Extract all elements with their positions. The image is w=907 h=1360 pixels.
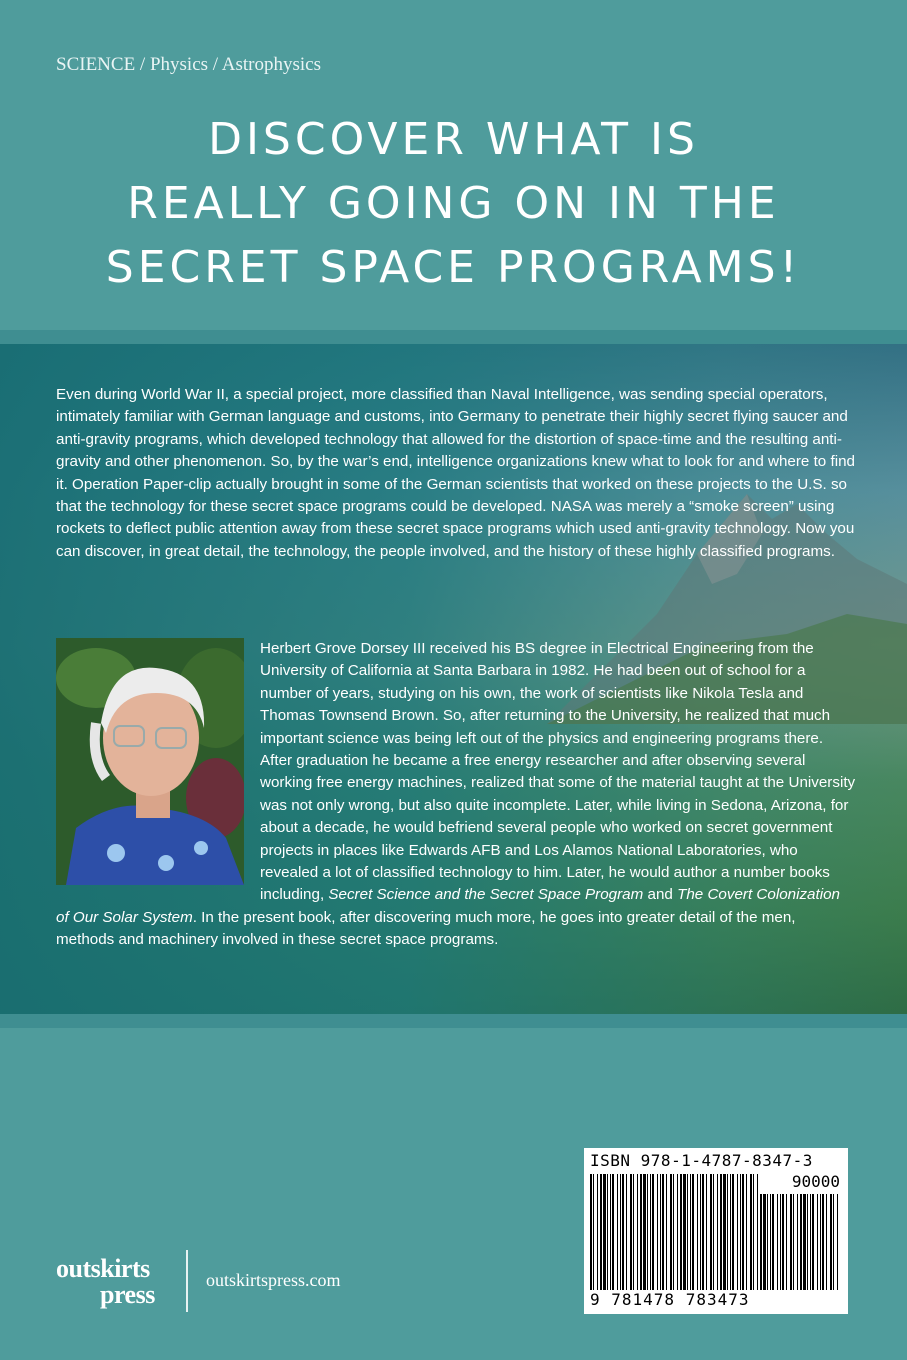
book-description: Even during World War II, a special project, more classified than Naval Intelligence, was sending special operators, intimately familiar with German language and customs, into Germany to penetrate their highly secret flying saucer and anti-gravity programs, which developed technology that allowed for the distortion of space-time and the resulting anti-gravity and other phenomenon. So, by the war’s end, intelligence organizations knew what to look for and where to find it. Operation Paper-clip actually brought in some of the German scientists that worked on these projects to the U.S. so that the technology for these secret space programs could be developed. NASA was merely a “smoke screen” using rockets to deflect public attention away from these secret space programs which used anti-gravity technology. Now you can discover, in great detail, the technology, the people involved, and the history of these highly classified programs.: [56, 386, 855, 560]
headline-line-2: REALLY GOING ON IN THE: [127, 178, 780, 229]
isbn-barcode: [584, 1148, 848, 1314]
book-title-2: The Covert Colonization of Our Solar System: [56, 886, 840, 926]
headline: [0, 108, 907, 300]
headline-line-3: SECRET SPACE PROGRAMS!: [105, 242, 802, 293]
book-title-1: Secret Science and the Secret Space Program: [328, 886, 644, 904]
headline-line-1: DISCOVER WHAT IS: [208, 114, 699, 165]
isbn-label: ISBN 978-1-4787-8347-3: [590, 1151, 813, 1170]
logo-text-bottom: press: [100, 1280, 155, 1309]
barcode-bars: [590, 1174, 842, 1290]
ean-digits: 9 781478 783473: [590, 1290, 750, 1309]
category-label: SCIENCE / Physics / Astrophysics: [56, 54, 321, 75]
publisher-logo: [56, 1254, 176, 1318]
logo-divider: [186, 1250, 188, 1312]
author-bio: Herbert Grove Dorsey III received his BS degree in Electrical Engineering from the University of California at Santa Barbara in 1982. He had been out of school for a number of years, studying on his own, the work of scientists like Nikola Tesla and Thomas Townsend Brown. So, after returning to the University, he realized that much important science was being left out of the physics and engineering programs there. After graduation he became a free energy researcher and after observing several working free energy machines, realized that some of the material taught at the University was not only wrong, but also quite incomplete. Later, while living in Sedona, Arizona, for about a decade, he would befriend several people who worked on secret government projects in places like Edwards AFB and Los Alamos National Laboratories, who revealed a lot of classified technology to him. Later, he would author a number books including, Secret Science and the Secret Space Program and The Covert Colonization of Our Solar System. In the present book, after discovering much more, he goes into greater detail of the men, methods and machinery involved in these secret space programs.: [56, 640, 856, 949]
logo-text-top: outskirts: [56, 1254, 150, 1283]
price-code: 90000: [791, 1172, 840, 1191]
description-panel: [0, 330, 907, 1028]
publisher-url: outskirtspress.com: [206, 1270, 341, 1290]
